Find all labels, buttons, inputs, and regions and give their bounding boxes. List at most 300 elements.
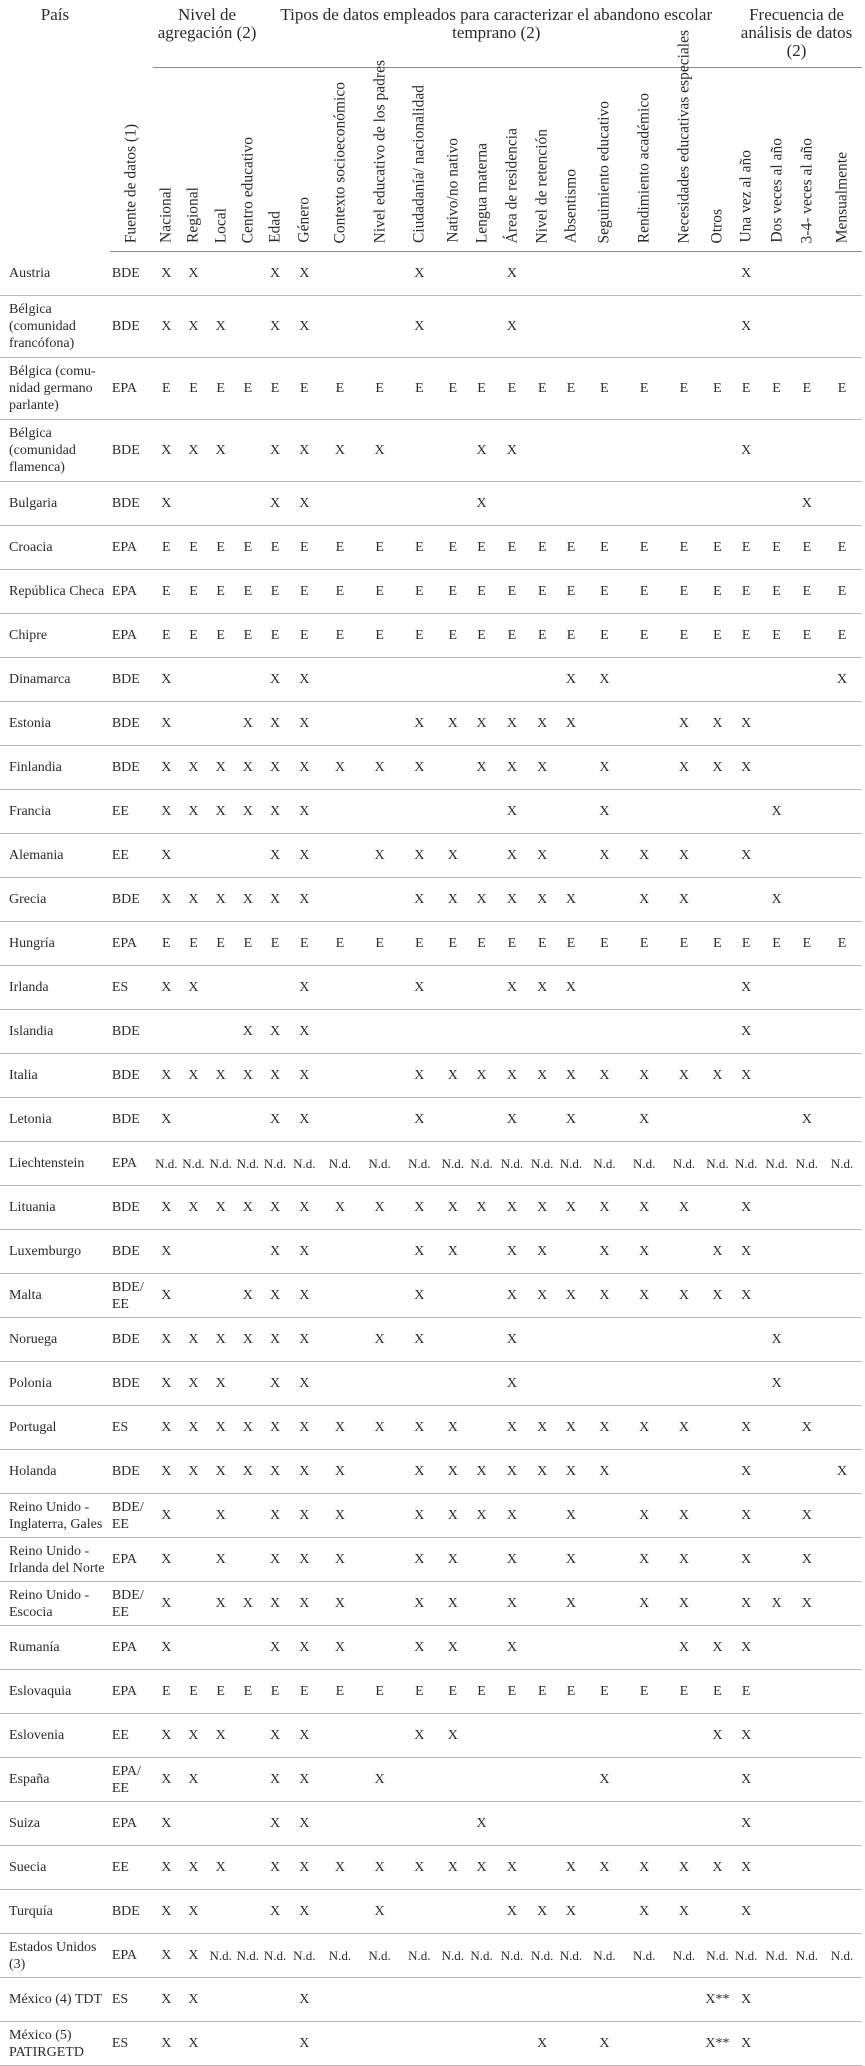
value-cell: X	[207, 1186, 234, 1230]
value-cell	[822, 1890, 862, 1934]
value-cell: X	[399, 1450, 439, 1494]
value-cell: X	[289, 1230, 320, 1274]
value-cell	[360, 1362, 400, 1406]
table-row	[0, 1626, 862, 1670]
value-cell: X	[399, 1054, 439, 1098]
value-cell: E	[822, 614, 862, 658]
value-cell: X	[261, 1890, 288, 1934]
value-cell	[624, 1626, 664, 1670]
value-cell	[360, 1582, 400, 1626]
value-cell	[664, 1450, 704, 1494]
value-cell: X	[289, 1186, 320, 1230]
source-cell: EPA	[110, 1142, 153, 1186]
column-header	[320, 68, 360, 252]
value-cell: X	[624, 1494, 664, 1538]
source-cell: BDE	[110, 1098, 153, 1142]
value-cell: X	[439, 1626, 466, 1670]
value-cell: X	[439, 1450, 466, 1494]
value-cell: N.d.	[664, 1142, 704, 1186]
value-cell	[399, 2022, 439, 2066]
value-cell	[704, 1010, 731, 1054]
value-cell	[761, 1230, 791, 1274]
value-cell: X	[731, 1010, 761, 1054]
value-cell: X	[399, 1406, 439, 1450]
value-cell: E	[497, 358, 527, 420]
value-cell: X	[261, 1846, 288, 1890]
value-cell: X	[439, 1494, 466, 1538]
value-cell: N.d.	[557, 1142, 584, 1186]
source-cell: EPA	[110, 614, 153, 658]
value-cell	[180, 1274, 207, 1318]
value-cell: E	[557, 1670, 584, 1714]
value-cell: X	[527, 1274, 557, 1318]
value-cell: X	[261, 878, 288, 922]
value-cell: X	[585, 790, 625, 834]
value-cell: E	[207, 526, 234, 570]
value-cell	[822, 1670, 862, 1714]
value-cell	[320, 1230, 360, 1274]
value-cell	[822, 1802, 862, 1846]
value-cell	[792, 1362, 822, 1406]
value-cell	[704, 1450, 731, 1494]
value-cell: X	[153, 296, 180, 358]
value-cell: E	[180, 614, 207, 658]
value-cell	[822, 1494, 862, 1538]
value-cell: N.d.	[399, 1142, 439, 1186]
country-cell: Francia	[0, 790, 110, 834]
value-cell: X	[234, 1582, 261, 1626]
value-cell: X	[497, 702, 527, 746]
value-cell	[439, 1758, 466, 1802]
column-header-label: Mensualmente	[833, 151, 851, 243]
table-row	[0, 922, 862, 966]
value-cell	[704, 252, 731, 296]
value-cell: X	[624, 1230, 664, 1274]
value-cell: X	[557, 702, 584, 746]
value-cell: X	[153, 790, 180, 834]
country-cell: Eslovenia	[0, 1714, 110, 1758]
value-cell: E	[466, 358, 496, 420]
value-cell: E	[466, 922, 496, 966]
value-cell: E	[822, 358, 862, 420]
value-cell	[624, 1978, 664, 2022]
value-cell: X	[289, 1450, 320, 1494]
value-cell: X	[261, 1010, 288, 1054]
source-cell: BDE	[110, 252, 153, 296]
value-cell: E	[234, 922, 261, 966]
value-cell: X	[527, 2022, 557, 2066]
value-cell: X	[289, 790, 320, 834]
column-header-label: Nacional	[157, 187, 175, 243]
value-cell: E	[360, 614, 400, 658]
country-cell: Reino Unido - Inglaterra, Gales	[0, 1494, 110, 1538]
value-cell: X	[261, 1494, 288, 1538]
value-cell: X	[664, 1406, 704, 1450]
value-cell	[704, 834, 731, 878]
table-row	[0, 1978, 862, 2022]
value-cell: E	[792, 526, 822, 570]
value-cell: E	[289, 922, 320, 966]
value-cell: X	[761, 1582, 791, 1626]
value-cell: E	[585, 614, 625, 658]
value-cell: N.d.	[289, 1934, 320, 1978]
value-cell: X	[261, 1230, 288, 1274]
value-cell: X	[180, 1054, 207, 1098]
value-cell	[704, 1186, 731, 1230]
value-cell: E	[207, 1670, 234, 1714]
value-cell: X	[289, 1978, 320, 2022]
value-cell: X	[360, 1846, 400, 1890]
value-cell: X	[289, 1010, 320, 1054]
value-cell: X	[289, 1274, 320, 1318]
value-cell: X	[289, 1846, 320, 1890]
value-cell: X	[497, 746, 527, 790]
value-cell: E	[664, 614, 704, 658]
value-cell	[822, 1362, 862, 1406]
source-cell: ES	[110, 966, 153, 1010]
value-cell: X	[497, 1054, 527, 1098]
table-row	[0, 1714, 862, 1758]
value-cell: X	[153, 966, 180, 1010]
value-cell: X	[466, 1054, 496, 1098]
value-cell: X	[731, 1846, 761, 1890]
source-cell: EPA	[110, 1934, 153, 1978]
table-row	[0, 420, 862, 482]
source-cell: BDE	[110, 1362, 153, 1406]
value-cell: X	[153, 1890, 180, 1934]
country-cell: Suiza	[0, 1802, 110, 1846]
value-cell	[234, 296, 261, 358]
value-cell: X	[624, 1846, 664, 1890]
value-cell: X	[585, 1758, 625, 1802]
value-cell: X	[624, 1582, 664, 1626]
country-cell: Bulgaria	[0, 482, 110, 526]
value-cell	[180, 1802, 207, 1846]
value-cell: X	[466, 1494, 496, 1538]
value-cell: X	[289, 1362, 320, 1406]
value-cell	[761, 482, 791, 526]
value-cell: X**	[704, 1978, 731, 2022]
value-cell	[261, 2022, 288, 2066]
value-cell	[360, 658, 400, 702]
value-cell	[360, 1802, 400, 1846]
value-cell	[585, 1098, 625, 1142]
value-cell	[557, 1230, 584, 1274]
value-cell	[792, 746, 822, 790]
value-cell: X	[180, 1846, 207, 1890]
value-cell: X	[180, 790, 207, 834]
value-cell: X	[557, 1054, 584, 1098]
source-cell: BDE	[110, 296, 153, 358]
value-cell: X	[792, 1582, 822, 1626]
header-group-frecuencia	[731, 0, 862, 68]
value-cell	[439, 1890, 466, 1934]
value-cell: E	[466, 1670, 496, 1714]
value-cell	[792, 1670, 822, 1714]
value-cell	[761, 420, 791, 482]
value-cell: E	[704, 358, 731, 420]
value-cell	[360, 1978, 400, 2022]
value-cell: X	[399, 252, 439, 296]
value-cell	[822, 1406, 862, 1450]
value-cell: X	[180, 746, 207, 790]
value-cell: X	[261, 1406, 288, 1450]
value-cell: X	[399, 1318, 439, 1362]
value-cell	[624, 658, 664, 702]
value-cell: X	[207, 1494, 234, 1538]
value-cell	[399, 1890, 439, 1934]
value-cell: E	[360, 922, 400, 966]
value-cell	[761, 1626, 791, 1670]
value-cell: N.d.	[261, 1934, 288, 1978]
value-cell	[466, 658, 496, 702]
value-cell: X	[399, 746, 439, 790]
column-header	[289, 68, 320, 252]
value-cell: X	[261, 1318, 288, 1362]
country-cell: Bélgica (comunidad flamenca)	[0, 420, 110, 482]
table-row	[0, 966, 862, 1010]
value-cell	[664, 2022, 704, 2066]
value-cell	[761, 1274, 791, 1318]
value-cell	[585, 1582, 625, 1626]
value-cell: E	[234, 570, 261, 614]
value-cell: X	[207, 1406, 234, 1450]
value-cell: N.d.	[207, 1934, 234, 1978]
value-cell: X	[153, 1406, 180, 1450]
value-cell: X	[497, 1450, 527, 1494]
value-cell: E	[153, 358, 180, 420]
value-cell	[207, 702, 234, 746]
table-row	[0, 1142, 862, 1186]
value-cell	[822, 1318, 862, 1362]
value-cell	[527, 1318, 557, 1362]
value-cell	[466, 1098, 496, 1142]
value-cell: X	[439, 1230, 466, 1274]
value-cell: X	[320, 1450, 360, 1494]
value-cell: X	[466, 482, 496, 526]
column-header	[664, 29, 704, 252]
table-row	[0, 834, 862, 878]
value-cell	[320, 658, 360, 702]
value-cell	[399, 1978, 439, 2022]
value-cell: X	[497, 1890, 527, 1934]
value-cell: X	[439, 1538, 466, 1582]
value-cell	[360, 2022, 400, 2066]
value-cell	[360, 296, 400, 358]
table-row	[0, 2022, 862, 2066]
value-cell: X	[527, 1186, 557, 1230]
value-cell: X	[557, 1098, 584, 1142]
value-cell	[234, 658, 261, 702]
country-cell: Estados Unidos (3)	[0, 1934, 110, 1978]
value-cell: E	[261, 570, 288, 614]
country-cell: Italia	[0, 1054, 110, 1098]
value-cell: E	[585, 922, 625, 966]
value-cell: E	[153, 526, 180, 570]
source-cell: EPA	[110, 1538, 153, 1582]
value-cell	[704, 1758, 731, 1802]
value-cell: N.d.	[360, 1142, 400, 1186]
value-cell: X	[360, 1758, 400, 1802]
value-cell	[624, 2022, 664, 2066]
value-cell: E	[207, 570, 234, 614]
value-cell	[497, 658, 527, 702]
value-cell: X	[261, 1802, 288, 1846]
country-cell: Bélgica (comu-nidad germano parlante)	[0, 358, 110, 420]
value-cell	[822, 1582, 862, 1626]
value-cell	[180, 1538, 207, 1582]
value-cell: X	[180, 296, 207, 358]
value-cell	[439, 1978, 466, 2022]
value-cell: E	[180, 922, 207, 966]
value-cell	[664, 1318, 704, 1362]
value-cell: X	[289, 1714, 320, 1758]
table-row	[0, 702, 862, 746]
value-cell: X	[153, 482, 180, 526]
value-cell	[466, 1758, 496, 1802]
value-cell: X	[466, 702, 496, 746]
value-cell	[261, 1978, 288, 2022]
source-cell: BDE	[110, 1318, 153, 1362]
value-cell	[822, 746, 862, 790]
value-cell: X	[153, 1714, 180, 1758]
column-header	[261, 68, 288, 252]
value-cell	[439, 420, 466, 482]
column-header-label: Seguimiento educativo	[595, 100, 613, 243]
value-cell: X	[704, 1274, 731, 1318]
table-row	[0, 658, 862, 702]
value-cell: X	[439, 1714, 466, 1758]
value-cell: X	[822, 1450, 862, 1494]
column-header	[585, 68, 625, 252]
value-cell: X	[497, 1274, 527, 1318]
country-cell: Reino Unido - Escocia	[0, 1582, 110, 1626]
value-cell	[792, 420, 822, 482]
value-cell	[792, 878, 822, 922]
value-cell	[320, 1010, 360, 1054]
value-cell: E	[624, 358, 664, 420]
value-cell: X	[731, 746, 761, 790]
value-cell: X	[261, 834, 288, 878]
value-cell	[704, 296, 731, 358]
column-header-label: Nivel educativo de los padres	[371, 59, 389, 243]
value-cell: X	[497, 420, 527, 482]
value-cell: X	[289, 1582, 320, 1626]
value-cell: E	[466, 526, 496, 570]
value-cell	[585, 1318, 625, 1362]
value-cell	[731, 790, 761, 834]
table-row	[0, 296, 862, 358]
value-cell	[207, 1010, 234, 1054]
value-cell	[664, 296, 704, 358]
value-cell: E	[822, 922, 862, 966]
value-cell: X	[289, 702, 320, 746]
value-cell: X	[704, 1714, 731, 1758]
value-cell: X	[399, 1626, 439, 1670]
value-cell	[585, 702, 625, 746]
value-cell	[360, 252, 400, 296]
value-cell: X	[261, 1362, 288, 1406]
value-cell	[180, 1098, 207, 1142]
value-cell	[761, 702, 791, 746]
value-cell: E	[704, 1670, 731, 1714]
value-cell: X	[557, 1494, 584, 1538]
value-cell: E	[320, 570, 360, 614]
value-cell: E	[704, 526, 731, 570]
value-cell: N.d.	[731, 1142, 761, 1186]
value-cell	[822, 296, 862, 358]
value-cell	[664, 966, 704, 1010]
value-cell	[234, 2022, 261, 2066]
table-row	[0, 1450, 862, 1494]
source-cell: BDE/ EE	[110, 1274, 153, 1318]
value-cell	[557, 252, 584, 296]
value-cell: E	[527, 1670, 557, 1714]
value-cell: X	[360, 1186, 400, 1230]
value-cell: X	[180, 1758, 207, 1802]
value-cell: N.d.	[360, 1934, 400, 1978]
value-cell: N.d.	[731, 1934, 761, 1978]
value-cell: X	[289, 1494, 320, 1538]
value-cell: X	[153, 1494, 180, 1538]
value-cell: X	[234, 1186, 261, 1230]
value-cell	[624, 252, 664, 296]
value-cell	[497, 482, 527, 526]
value-cell: E	[822, 526, 862, 570]
value-cell	[399, 420, 439, 482]
value-cell: X	[557, 1538, 584, 1582]
value-cell	[234, 1538, 261, 1582]
value-cell	[822, 1230, 862, 1274]
value-cell	[792, 1318, 822, 1362]
value-cell: X	[180, 1934, 207, 1978]
value-cell	[822, 1538, 862, 1582]
value-cell	[792, 790, 822, 834]
value-cell: X	[497, 1494, 527, 1538]
value-cell: X	[557, 1890, 584, 1934]
value-cell	[207, 966, 234, 1010]
table-row	[0, 1362, 862, 1406]
value-cell: E	[731, 922, 761, 966]
value-cell: X	[497, 296, 527, 358]
value-cell: E	[439, 1670, 466, 1714]
value-cell: X	[261, 252, 288, 296]
value-cell: N.d.	[234, 1934, 261, 1978]
value-cell	[822, 1758, 862, 1802]
value-cell	[792, 1626, 822, 1670]
source-cell: BDE	[110, 1230, 153, 1274]
value-cell	[761, 252, 791, 296]
value-cell	[234, 1714, 261, 1758]
value-cell	[439, 1318, 466, 1362]
column-header	[822, 68, 862, 252]
value-cell: X	[527, 746, 557, 790]
column-header	[624, 68, 664, 252]
table-row	[0, 1318, 862, 1362]
value-cell: X	[234, 1450, 261, 1494]
value-cell	[704, 878, 731, 922]
value-cell: X	[497, 966, 527, 1010]
value-cell: X	[289, 1890, 320, 1934]
value-cell: N.d.	[466, 1934, 496, 1978]
value-cell	[207, 482, 234, 526]
value-cell: E	[289, 614, 320, 658]
value-cell	[207, 1890, 234, 1934]
value-cell: X	[399, 1186, 439, 1230]
value-cell	[466, 1978, 496, 2022]
value-cell	[207, 252, 234, 296]
value-cell: X	[399, 966, 439, 1010]
